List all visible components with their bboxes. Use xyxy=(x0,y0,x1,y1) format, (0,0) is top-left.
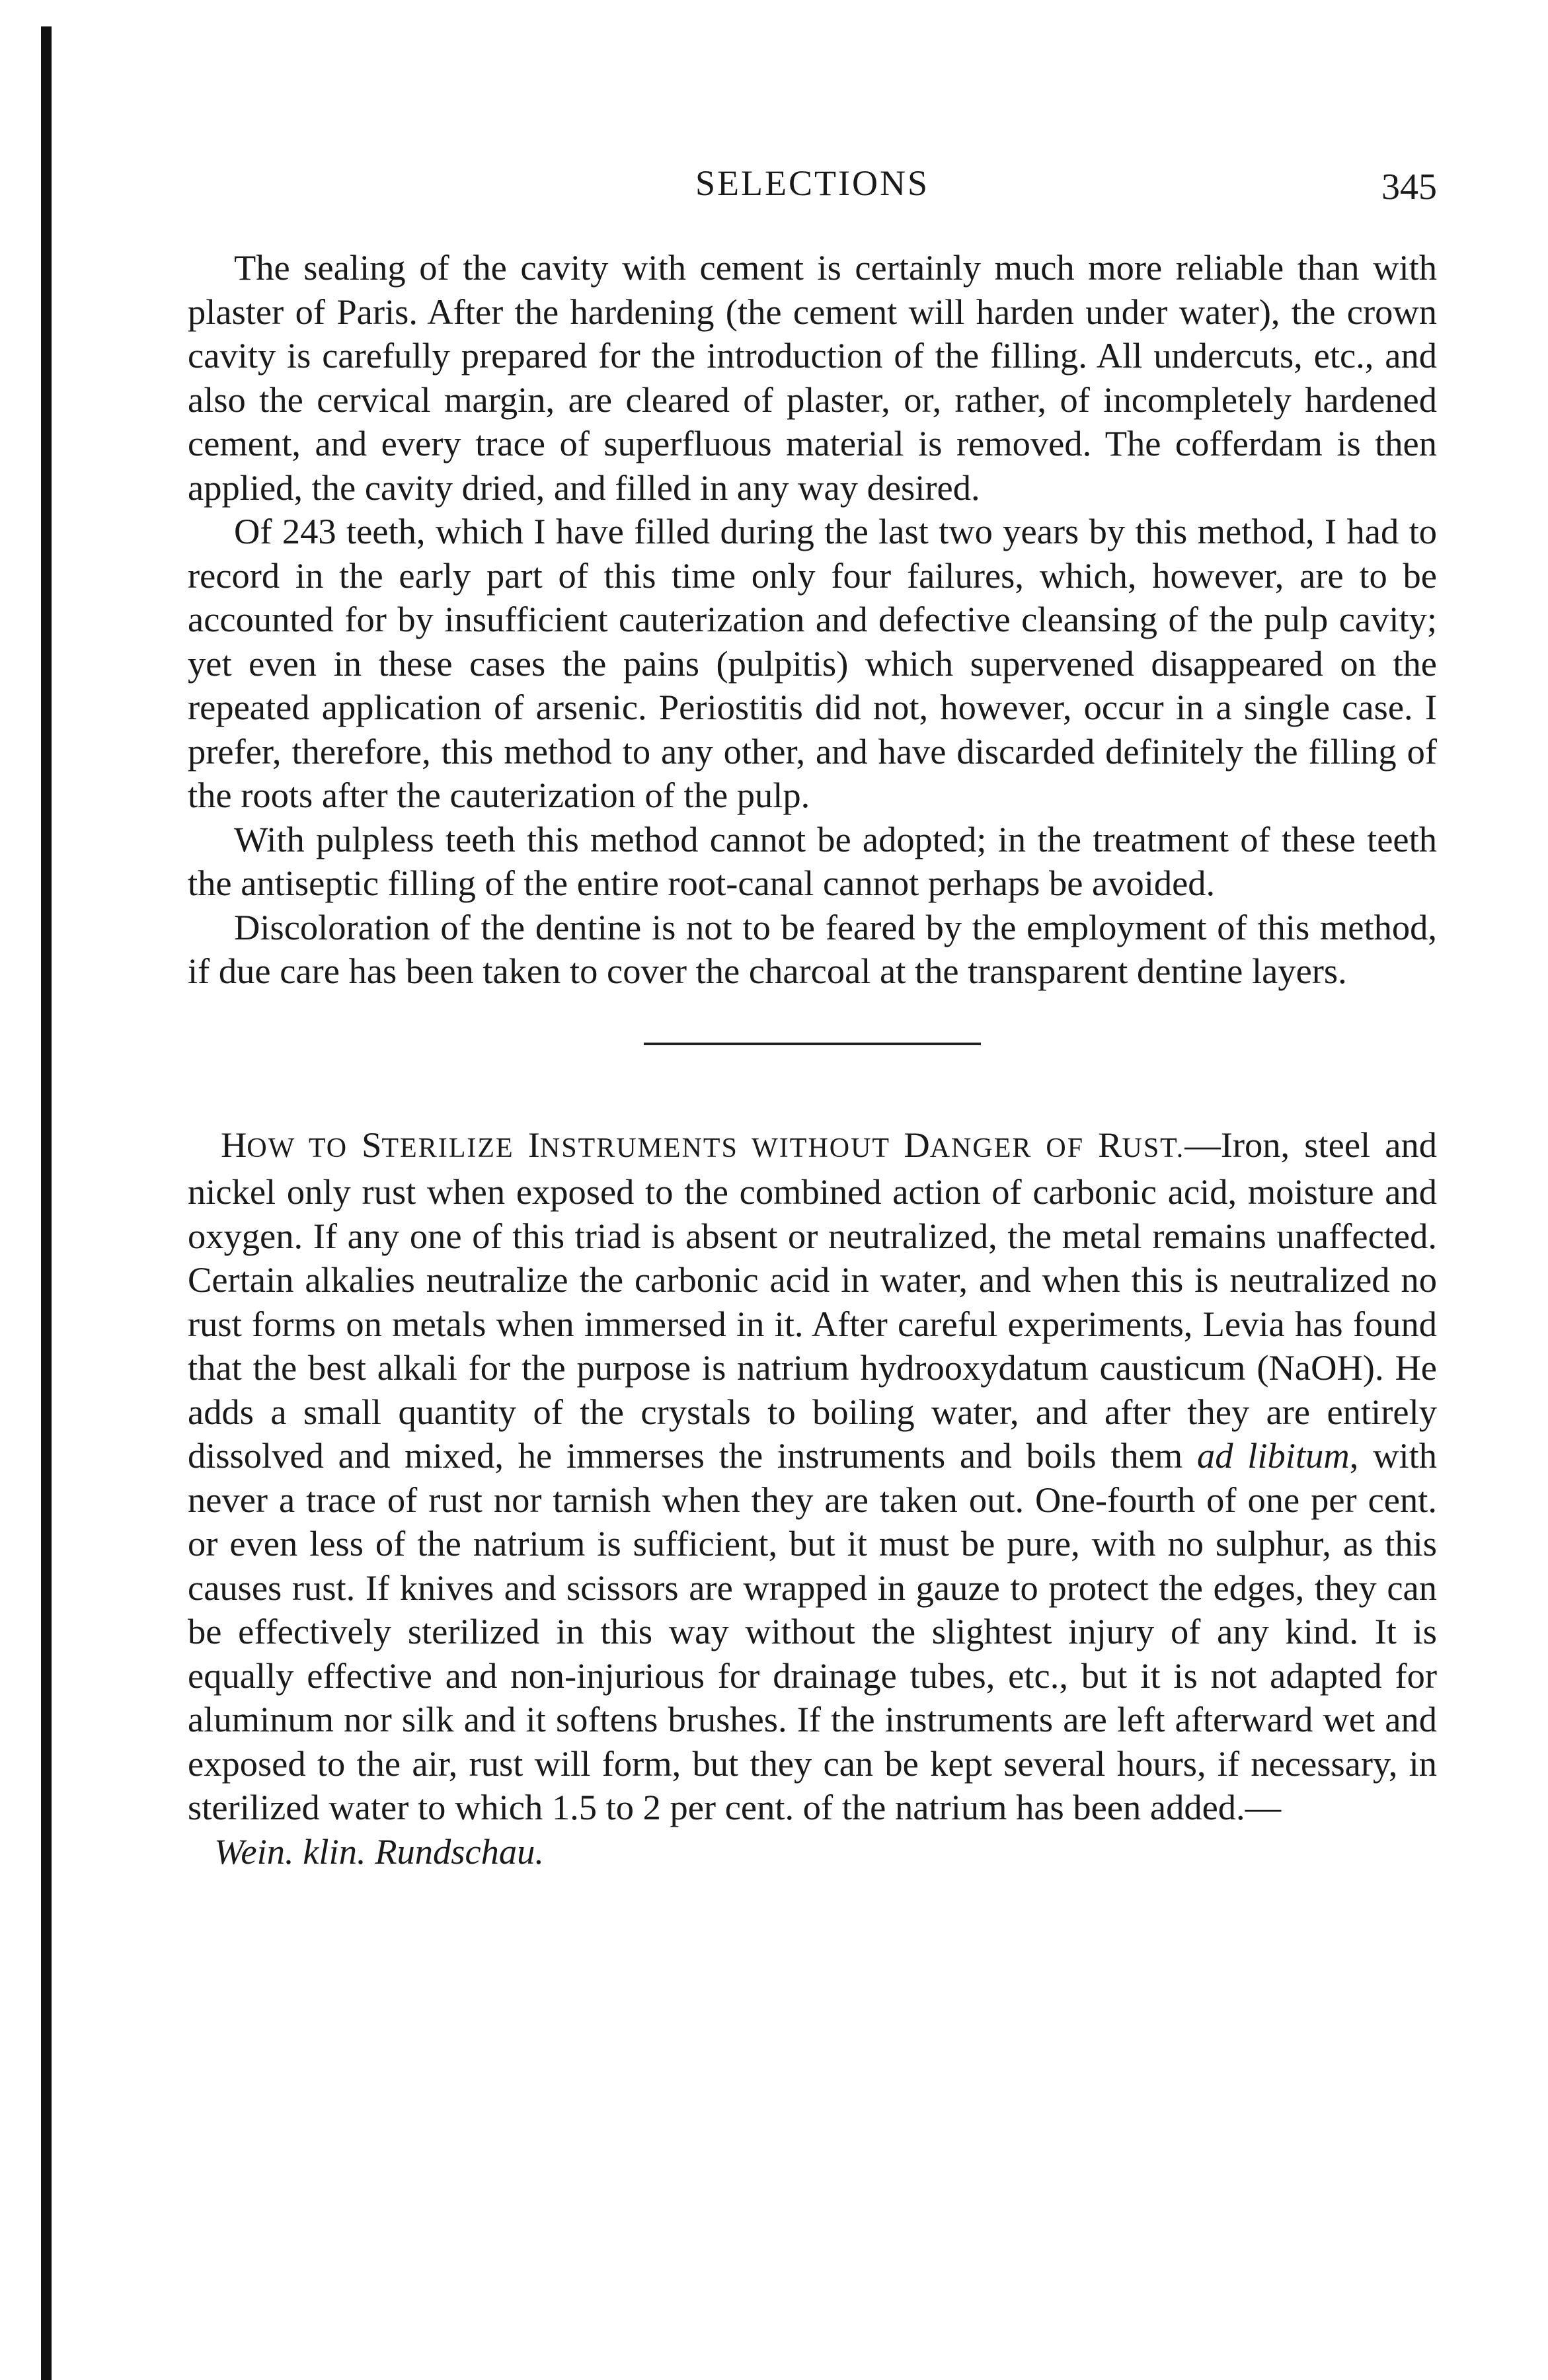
binding-edge xyxy=(41,26,52,2380)
italic-phrase: ad libitum xyxy=(1197,1435,1350,1476)
article-heading: HOW TO STERILIZE INSTRUMENTS WITHOUT DANGER OF RUST. xyxy=(221,1124,1185,1165)
body-text xyxy=(188,246,1437,1874)
running-head xyxy=(188,160,1437,206)
running-title: SELECTIONS xyxy=(695,163,929,203)
article-sterilize-instruments xyxy=(188,1123,1437,1874)
paragraph xyxy=(188,1123,1437,1830)
source-citation: Wein. klin. Rundschau. xyxy=(214,1831,545,1872)
page-number: 345 xyxy=(1381,167,1437,208)
paragraph: The sealing of the cavity with cement is certainly much more reliable than with plaster of Paris. After the hardening (the cement will harden under water), the crown cavity is carefully prepared for the introduction of the filling. All undercuts, etc., and also the cervical margin, are cleared of plaster, or, rather, of incompletely hardened cement, and every trace of superfluous material is removed. The cofferdam is then applied, the cavity dried, and filled in any way desired. xyxy=(188,247,1437,508)
paragraph: Of 243 teeth, which I have filled during the last two years by this method, I had to record in the early part of this time only four failures, which, however, are to be accounted for by insufficient cauterization and defective cleansing of the pulp cavity; yet even in these cases the pains (pulpitis) which supervened disappeared on the repeated application of arsenic. Periostitis did not, however, occur in a single case. I prefer, therefore, this method to any other, and have discarded definitely the filling of the roots after the cauterization of the pulp. xyxy=(188,511,1437,815)
article-text: —Iron, steel and nickel only rust when exposed to the combined action of carbonic acid, moisture and oxygen. If any one of this triad is absent or neutralized, the metal remains unaffected. Certain alkalies neutralize the carbonic acid in water, and when this is neutralized no rust forms on metals when immersed in it. After careful experiments, Levia has found that the best alkali for the purpose is natrium hydrooxydatum causticum (NaOH). He adds a small quantity of the crystals to boiling water, and after they are entirely dissolved and mixed, he immerses the instruments and boils them xyxy=(188,1124,1437,1476)
paragraph: With pulpless teeth this method cannot be adopted; in the treatment of these teeth the antiseptic filling of the entire root-canal cannot perhaps be avoided. xyxy=(188,818,1437,903)
article-text-continued: , with never a trace of rust nor tarnish when they are taken out. One-fourth of one per cent. or even less of the natrium is sufficient, but it must be pure, with no sulphur, as this causes rust. If knives and scissors are wrapped in gauze to protect the edges, they can be effectively sterilized in this way without the slightest injury of any kind. It is equally effective and non-injurious for drainage tubes, etc., but it is not adapted for aluminum nor silk and it softens brushes. If the instruments are left afterward wet and exposed to the air, rust will form, but they can be kept several hours, if necessary, in sterilized water to which 1.5 to 2 per cent. of the natrium has been added.— xyxy=(188,1435,1437,1827)
section-divider xyxy=(644,1043,981,1045)
book-page xyxy=(188,0,1437,2380)
paragraph: Discoloration of the dentine is not to be feared by the employment of this method, if due care has been taken to cover the charcoal at the transparent dentine layers. xyxy=(188,906,1437,991)
article-cement-sealing xyxy=(188,246,1437,994)
